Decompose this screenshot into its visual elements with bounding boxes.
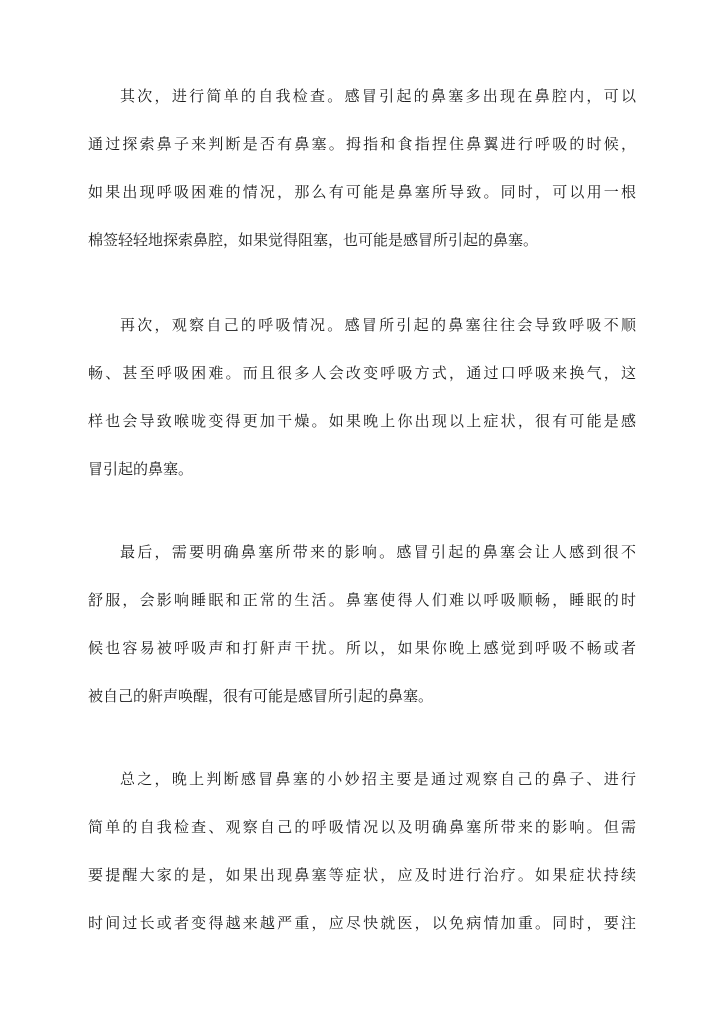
text-line: 再次，观察自己的呼吸情况。感冒所引起的鼻塞往往会导致呼吸不顺 — [120, 316, 636, 334]
paragraph-impact — [88, 540, 636, 732]
text-line: 畅、甚至呼吸困难。而且很多人会改变呼吸方式，通过口呼吸来换气，这 — [88, 364, 636, 382]
text-line: 通过探索鼻子来判断是否有鼻塞。拇指和食指捏住鼻翼进行呼吸的时候， — [88, 135, 636, 153]
paragraph-self-check — [88, 84, 636, 276]
text-line: 舒服，会影响睡眠和正常的生活。鼻塞使得人们难以呼吸顺畅，睡眠的时 — [88, 591, 636, 609]
text-line: 简单的自我检查、观察自己的呼吸情况以及明确鼻塞所带来的影响。但需 — [88, 818, 636, 836]
text-line: 候也容易被呼吸声和打鼾声干扰。所以，如果你晚上感觉到呼吸不畅或者 — [88, 639, 636, 657]
text-line: 被自己的鼾声唤醒，很有可能是感冒所引起的鼻塞。 — [88, 687, 434, 705]
text-line: 如果出现呼吸困难的情况，那么有可能是鼻塞所导致。同时，可以用一根 — [88, 183, 636, 201]
text-line: 样也会导致喉咙变得更加干燥。如果晚上你出现以上症状，很有可能是感 — [88, 412, 636, 430]
text-line: 棉签轻轻地探索鼻腔，如果觉得阻塞，也可能是感冒所引起的鼻塞。 — [88, 231, 539, 249]
text-line: 要提醒大家的是，如果出现鼻塞等症状，应及时进行治疗。如果症状持续 — [88, 866, 636, 884]
text-line: 其次，进行简单的自我检查。感冒引起的鼻塞多出现在鼻腔内，可以 — [120, 87, 636, 105]
text-line: 时间过长或者变得越来越严重，应尽快就医，以免病情加重。同时，要注 — [88, 914, 636, 932]
paragraph-breathing — [88, 313, 636, 505]
text-line: 最后，需要明确鼻塞所带来的影响。感冒引起的鼻塞会让人感到很不 — [120, 543, 636, 561]
text-line: 冒引起的鼻塞。 — [88, 460, 194, 478]
text-line: 总之，晚上判断感冒鼻塞的小妙招主要是通过观察自己的鼻子、进行 — [120, 770, 636, 788]
paragraph-summary — [88, 767, 636, 959]
